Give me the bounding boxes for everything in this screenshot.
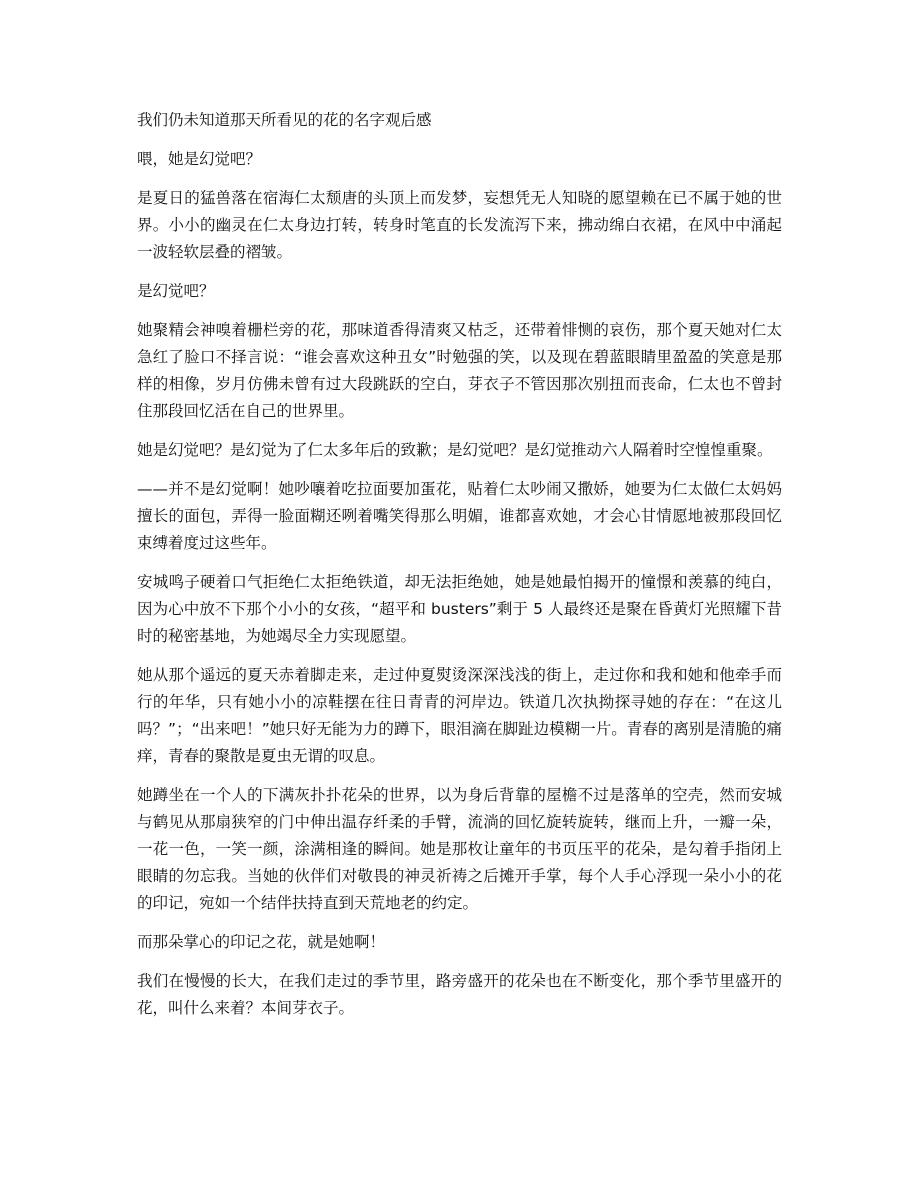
paragraph: 是夏日的猛兽落在宿海仁太颓唐的头顶上而发梦，妄想凭无人知晓的愿望赖在已不属于她的世界。小小的幽灵在仁太身边打转，转身时笔直的长发流泻下来，拂动绵白衣裙，在风中中涌起一波轻软层叠的褶皱。 xyxy=(137,189,782,261)
paragraph: 而那朵掌心的印记之花，就是她啊！ xyxy=(137,933,386,951)
paragraph: 她蹲坐在一个人的下满灰扑扑花朵的世界，以为身后背靠的屋檐不过是落单的空壳，然而安城与鹤见从那扇狭窄的门中伸出温存纤柔的手臂，流淌的回忆旋转旋转，继而上升，一瓣一朵，一花一色，一笑一颜，涂满相逢的瞬间。她是那枚让童年的书页压平的花朵，是勾着手指闭上眼睛的勿忘我。当她的伙伴们对敬畏的神灵祈祷之后摊开手掌，每个人手心浮现一朵小小的花的印记，宛如一个结伴扶持直到天荒地老的约定。 xyxy=(137,786,782,912)
paragraph: 安城鸣子硬着口气拒绝仁太拒绝铁道，却无法拒绝她，她是她最怕揭开的憧憬和羡慕的纯白，因为心中放不下那个小小的女孩，“超平和 busters”剩于 5 人最终还是聚在昏黄灯光照耀下昔时的秘密基地，为她竭尽全力实现愿望。 xyxy=(137,573,782,645)
paragraph: 她从那个遥远的夏天赤着脚走来，走过仲夏熨烫深深浅浅的街上，走过你和我和她和他牵手而行的年华，只有她小小的凉鞋摆在往日青青的河岸边。铁道几次执拗探寻她的存在：“在这儿吗？”；“出来吧！”她只好无能为力的蹲下，眼泪滴在脚趾边模糊一片。青春的离别是清脆的痛痒，青春的聚散是夏虫无谓的叹息。 xyxy=(137,666,782,765)
paragraph: 我们在慢慢的长大，在我们走过的季节里，路旁盛开的花朵也在不断变化，那个季节里盛开的花，叫什么来着？本间芽衣子。 xyxy=(137,972,782,1017)
document-title: 我们仍未知道那天所看见的花的名字观后感 xyxy=(137,111,432,129)
paragraph: 喂，她是幻觉吧？ xyxy=(137,150,262,168)
paragraph: 她是幻觉吧？是幻觉为了仁太多年后的致歉；是幻觉吧？是幻觉推动六人隔着时空惶惶重聚。 xyxy=(137,441,773,459)
paragraph: 是幻觉吧？ xyxy=(137,282,215,300)
document-page xyxy=(137,107,782,1034)
paragraph: 她聚精会神嗅着栅栏旁的花，那味道香得清爽又枯乏，还带着悱恻的哀伤，那个夏天她对仁太急红了脸口不择言说：“谁会喜欢这种丑女”时勉强的笑，以及现在碧蓝眼睛里盈盈的笑意是那样的相像，岁月仿佛未曾有过大段跳跃的空白，芽衣子不管因那次别扭而丧命，仁太也不曾封住那段回忆活在自己的世界里。 xyxy=(137,321,782,420)
paragraph: ——并不是幻觉啊！她吵嚷着吃拉面要加蛋花，贴着仁太吵闹又撒娇，她要为仁太做仁太妈妈擅长的面包，弄得一脸面糊还咧着嘴笑得那么明媚，谁都喜欢她，才会心甘情愿地被那段回忆束缚着度过这些年。 xyxy=(137,480,782,552)
